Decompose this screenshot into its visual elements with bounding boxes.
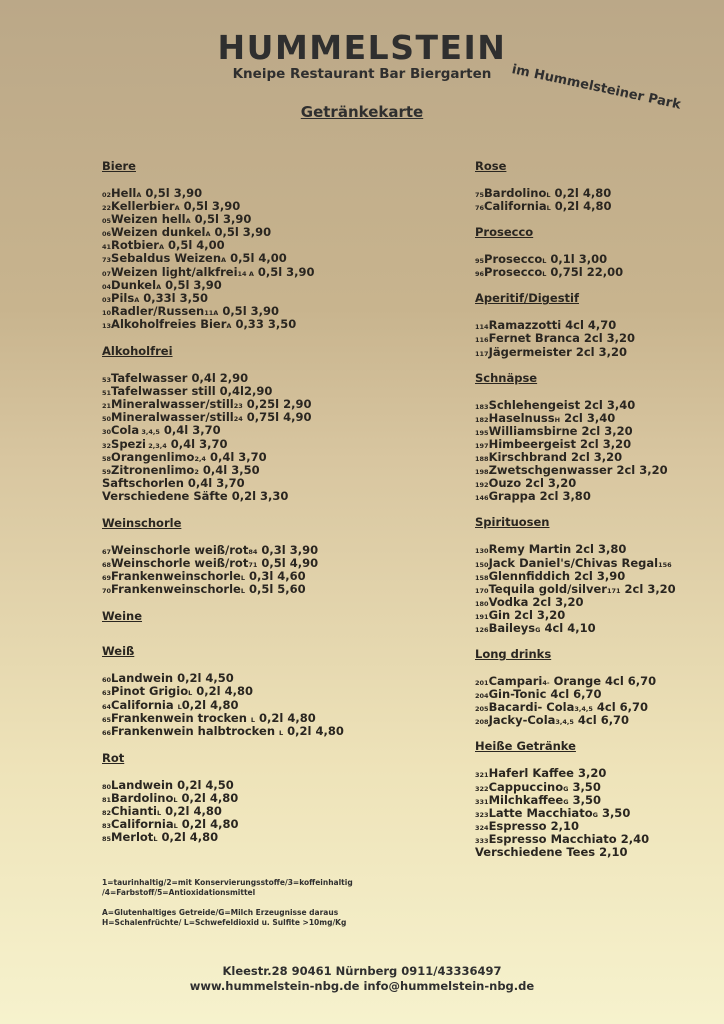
item-name: Jägermeister 2cl 3,20: [488, 344, 627, 359]
item-note: G: [535, 625, 541, 634]
item-price: 0,2l 4,80: [255, 710, 316, 725]
item-number: 195: [475, 428, 489, 437]
item-price: 0,5l 3,90: [253, 264, 315, 279]
item-name: Gin 2cl 3,20: [488, 607, 566, 622]
item-number: 41: [102, 243, 112, 252]
item-number: 208: [475, 718, 489, 727]
brand-title: HUMMELSTEIN: [217, 28, 507, 67]
item-number: 83: [102, 822, 112, 831]
item-number: 67: [102, 547, 112, 556]
item-price: 0,25l 2,90: [242, 397, 312, 412]
item-name: Baileys: [488, 620, 536, 635]
item-price: 0,3l 3,90: [257, 542, 319, 557]
item-number: 82: [102, 809, 112, 817]
menu-item: [102, 831, 462, 844]
menu-item: [475, 846, 720, 859]
item-name: Kirschbrand 2cl 3,20: [488, 450, 623, 465]
item-price: 0,5l 3,90: [190, 212, 252, 227]
footer-web: www.hummelstein-nbg.de info@hummelstein-nbg.de: [189, 979, 535, 993]
item-name: Jacky-Cola: [488, 713, 556, 728]
item-name: Weizen light/alkfrei: [111, 264, 238, 279]
menu-item: [102, 424, 462, 437]
item-price: 0,3l 4,60: [244, 569, 306, 584]
section-heading: Prosecco: [475, 225, 534, 240]
item-number: 323: [475, 810, 489, 819]
item-note: L: [546, 191, 551, 199]
item-note: 84: [248, 547, 258, 556]
item-number: 183: [475, 402, 489, 411]
section-heading: Aperitif/Digestif: [475, 291, 579, 306]
item-price: 0,33l 3,50: [139, 290, 208, 305]
menu-item: [475, 266, 720, 279]
section-heading: Heiße Getränke: [475, 739, 576, 754]
item-number: 50: [102, 415, 112, 424]
item-name: Fernet Branca 2cl 3,20: [488, 331, 636, 346]
item-name: Pils: [111, 290, 135, 305]
menu-item: [102, 490, 462, 503]
item-number: 192: [475, 481, 489, 490]
item-name: Sebaldus Weizen: [111, 251, 222, 266]
item-price: 0,5l 3,90: [141, 186, 203, 200]
allergen-legend: [102, 878, 353, 928]
item-note: L: [173, 822, 178, 831]
item-number: 201: [475, 679, 489, 688]
item-note: L: [240, 574, 245, 583]
item-note: 23: [233, 402, 243, 411]
item-price: 4cl 6,70: [592, 700, 649, 715]
item-name: Gin-Tonic 4cl 6,70: [488, 687, 602, 702]
item-number: 64: [102, 702, 112, 711]
item-number: 126: [475, 625, 489, 634]
item-price: 0,4l 3,70: [205, 449, 267, 464]
item-name: Espresso Macchiato 2,40: [488, 831, 650, 846]
item-name: Tafelwasser still 0,4l2,90: [111, 384, 273, 399]
item-name: Cappuccino: [488, 779, 564, 794]
menu-item: [475, 714, 720, 727]
item-price: 0,75l 22,00: [546, 265, 624, 280]
item-name: California: [111, 697, 178, 712]
section-heading: Biere: [102, 159, 136, 173]
item-name: Himbeergeist 2cl 3,20: [488, 436, 632, 451]
item-price: 3,50: [568, 792, 601, 807]
park-label: im Hummelsteiner Park: [510, 62, 683, 113]
item-name: Cola: [111, 423, 140, 438]
item-number: 05: [102, 217, 112, 226]
item-number: 116: [475, 336, 489, 345]
section-heading: Long drinks: [475, 647, 552, 662]
item-note: 2,4: [194, 454, 206, 463]
item-name: Weizen dunkel: [111, 225, 206, 240]
item-number: 68: [102, 561, 112, 570]
item-name: Haferl Kaffee 3,20: [488, 766, 607, 781]
item-name: Rotbier: [111, 238, 159, 253]
item-note: G: [592, 810, 598, 819]
item-name: California: [484, 199, 547, 214]
item-price: 0,5l 4,90: [257, 556, 319, 571]
item-name: Alkoholfreies Bier: [111, 316, 227, 331]
item-number: 76: [475, 204, 485, 213]
item-number: 02: [102, 191, 112, 199]
item-note: 71: [248, 561, 258, 570]
item-note: L: [153, 835, 158, 844]
item-price: 3,50: [597, 805, 631, 820]
item-price: 0,2l 4,80: [177, 817, 239, 832]
item-name: Prosecco: [484, 265, 543, 280]
item-number: 180: [475, 599, 489, 608]
item-note: L: [542, 270, 547, 279]
item-name: Dunkel: [111, 277, 157, 292]
item-name: Remy Martin 2cl 3,80: [488, 542, 627, 557]
item-number: 85: [102, 835, 112, 844]
item-price: 4cl 6,70: [573, 713, 630, 728]
item-price: 4cl 4,10: [540, 620, 596, 635]
item-name: Frankenweinschorle: [111, 569, 241, 584]
section-heading: Weiß: [102, 644, 135, 659]
item-number: 65: [102, 715, 112, 724]
item-number: 197: [475, 441, 489, 450]
item-name: Spezi: [111, 436, 146, 451]
item-name: Radler/Russen: [111, 303, 205, 318]
item-number: 60: [102, 676, 112, 685]
item-note: A: [185, 217, 191, 226]
item-name: Zitronenlimo: [111, 462, 195, 477]
item-price: 0,4l 3,70: [159, 423, 221, 438]
item-number: 204: [475, 692, 489, 701]
item-number: 96: [475, 270, 485, 279]
item-name: Latte Macchiato: [488, 805, 593, 820]
item-note: A: [174, 204, 180, 213]
item-number: 06: [102, 230, 112, 239]
item-note: G: [563, 797, 569, 806]
item-number: 150: [475, 560, 489, 569]
item-number: 75: [475, 191, 485, 199]
item-number: 198: [475, 468, 489, 477]
item-price: 0,2l 4,80: [161, 804, 222, 818]
item-name: Ouzo 2cl 3,20: [488, 476, 577, 491]
item-name: Frankenwein halbtrocken: [111, 723, 280, 738]
menu-item: [102, 583, 462, 596]
menu-item: [102, 318, 462, 331]
menu-title: Getränkekarte: [300, 103, 424, 121]
section-heading: Spirituosen: [475, 515, 550, 530]
item-name: Verschiedene Säfte 0,2l 3,30: [102, 488, 289, 503]
item-price: 0,5l 4,00: [163, 238, 225, 253]
item-name: Merlot: [111, 830, 154, 845]
item-number: 32: [102, 441, 112, 450]
item-name: Bardolino: [111, 790, 174, 805]
item-note: 171: [606, 586, 621, 595]
item-name: Tequila gold/silver: [488, 581, 607, 596]
section-heading: Weine: [102, 609, 143, 624]
item-number: 182: [475, 415, 489, 424]
item-name: Weizen hell: [111, 212, 186, 227]
item-number: 53: [102, 376, 112, 385]
item-note: A: [158, 243, 164, 252]
item-number: 70: [102, 587, 112, 596]
item-note: A: [136, 191, 142, 199]
item-name: Vodka 2cl 3,20: [488, 594, 584, 609]
item-note: L: [542, 257, 547, 266]
item-note: 14 A: [237, 269, 254, 278]
section-heading: Rot: [102, 750, 125, 765]
item-price: 0,33 3,50: [231, 316, 297, 331]
item-note: 11A: [204, 308, 219, 317]
item-note: 156: [658, 560, 672, 569]
item-name: Frankenweinschorle: [111, 582, 241, 597]
item-name: Zwetschgenwasser 2cl 3,20: [488, 463, 668, 478]
item-name: California: [111, 817, 174, 832]
item-name: Prosecco: [484, 252, 543, 267]
item-price: 0,5l 3,90: [161, 277, 222, 292]
item-price: Orange 4cl 6,70: [549, 674, 657, 689]
item-number: 03: [102, 295, 112, 304]
item-number: 51: [102, 389, 112, 398]
item-name: Pinot Grigio: [111, 684, 189, 699]
item-price: 2cl 3,20: [620, 581, 676, 596]
item-name: Haselnuss: [488, 410, 555, 425]
item-number: 322: [475, 784, 489, 793]
item-note: 2,3,4: [146, 441, 167, 450]
item-price: 0,2l 4,80: [181, 697, 239, 712]
item-name: Jack Daniel's/Chivas Regal: [488, 555, 659, 570]
item-price: 0,75l 4,90: [242, 410, 312, 425]
item-name: Mineralwasser/still: [111, 410, 234, 425]
item-note: 3,4,5: [139, 428, 160, 437]
item-name: Landwein 0,2l 4,50: [111, 671, 234, 686]
item-price: 0,2l 4,80: [550, 199, 612, 214]
item-number: 114: [475, 323, 489, 332]
item-name: Espresso 2,10: [488, 818, 579, 833]
item-note: 4-: [542, 679, 550, 688]
item-number: 59: [102, 467, 112, 476]
item-name: Orangenlimo: [111, 449, 195, 464]
item-price: 0,1l 3,00: [546, 252, 608, 267]
menu-item: [102, 818, 462, 831]
item-number: 333: [475, 836, 489, 845]
section-heading: Rose: [475, 159, 507, 173]
item-price: 0,5l 3,90: [210, 225, 272, 240]
item-price: 0,2l 4,80: [550, 186, 612, 200]
menu-item: [102, 411, 462, 424]
item-name: Saftschorlen 0,4l 3,70: [102, 475, 245, 490]
item-name: Frankenwein trocken: [111, 710, 251, 725]
item-name: Bardolino: [484, 186, 547, 200]
item-price: 0,5l 3,90: [218, 303, 280, 318]
item-note: L: [177, 702, 182, 711]
item-price: 0,5l 3,90: [179, 199, 241, 214]
item-note: L: [157, 809, 162, 817]
item-number: 73: [102, 256, 112, 265]
item-number: 04: [102, 282, 112, 291]
item-name: Campari: [488, 674, 543, 689]
item-note: A: [134, 295, 140, 304]
item-price: 0,2l 4,80: [157, 830, 219, 845]
item-number: 191: [475, 612, 489, 621]
item-name: Weinschorle weiß/rot: [111, 556, 249, 571]
item-name: Landwein 0,2l 4,50: [111, 777, 234, 792]
item-name: Verschiedene Tees 2,10: [475, 845, 628, 859]
item-number: 07: [102, 269, 112, 278]
item-number: 10: [102, 308, 112, 317]
item-note: A: [156, 282, 162, 291]
item-number: 117: [475, 349, 489, 358]
item-number: 58: [102, 454, 112, 463]
item-number: 81: [102, 795, 112, 804]
item-price: 0,4l 3,50: [198, 462, 260, 477]
section-heading: Weinschorle: [102, 515, 182, 530]
legend-line: H=Schalenfrüchte/ L=Schwefeldioxid u. Sulfite >10mg/Kg: [102, 918, 347, 927]
item-note: A: [221, 256, 227, 265]
item-name: Milchkaffee: [488, 792, 564, 807]
menu-item: [475, 346, 720, 359]
item-price: 0,5l 5,60: [244, 582, 306, 597]
item-number: 21: [102, 402, 112, 411]
menu-item: [475, 200, 720, 213]
menu-column-right: [475, 160, 720, 859]
menu-item: [475, 490, 720, 503]
footer-address: Kleestr.28 90461 Nürnberg 0911/43336497: [222, 964, 502, 978]
item-note: 3,4,5: [555, 718, 574, 727]
legend-line: A=Glutenhaltiges Getreide/G=Milch Erzeugnisse daraus: [102, 908, 339, 917]
menu-item: [102, 725, 462, 738]
item-price: 0,2l 4,80: [283, 723, 344, 738]
item-number: 13: [102, 321, 112, 330]
item-note: L: [173, 795, 178, 804]
menu-column-left: [102, 160, 462, 844]
item-price: 3,50: [568, 779, 601, 794]
item-number: 170: [475, 586, 489, 595]
legend-line: /4=Farbstoff/5=Antioxidationsmittel: [102, 888, 256, 897]
item-note: H: [554, 415, 561, 424]
section-heading: Alkoholfrei: [102, 344, 173, 359]
item-note: 2: [194, 467, 199, 476]
legend-line: 1=taurinhaltig/2=mit Konservierungsstoffe/3=koffeinhaltig: [102, 878, 353, 887]
item-number: 331: [475, 797, 489, 806]
item-price: 0,4l 3,70: [166, 436, 228, 451]
item-number: 95: [475, 257, 485, 266]
item-note: G: [563, 784, 569, 793]
item-name: Weinschorle weiß/rot: [111, 542, 249, 557]
item-name: Williamsbirne 2cl 3,20: [488, 423, 633, 438]
item-name: Glennfiddich 2cl 3,90: [488, 568, 626, 583]
item-note: A: [226, 321, 232, 330]
brand-tagline: Kneipe Restaurant Bar Biergarten: [232, 66, 492, 82]
item-note: L: [240, 587, 245, 596]
item-name: Tafelwasser 0,4l 2,90: [111, 371, 249, 386]
item-number: 146: [475, 494, 489, 503]
item-name: Hell: [111, 186, 137, 200]
item-number: 69: [102, 574, 112, 583]
item-price: 0,2l 4,80: [177, 790, 239, 805]
item-note: L: [279, 728, 284, 737]
item-price: 0,5l 4,00: [226, 251, 287, 266]
item-number: 66: [102, 728, 112, 737]
item-number: 158: [475, 573, 489, 582]
footer: [0, 964, 724, 994]
item-price: 2cl 3,40: [560, 410, 616, 425]
item-name: Ramazzotti 4cl 4,70: [488, 318, 617, 333]
item-note: L: [546, 204, 551, 213]
item-note: 3,4,5: [574, 705, 593, 714]
item-note: L: [250, 715, 256, 724]
item-price: 0,2l 4,80: [192, 684, 253, 699]
item-name: Mineralwasser/still: [111, 397, 234, 412]
menu-item: [475, 622, 720, 635]
item-name: Grappa 2cl 3,80: [488, 489, 591, 504]
item-number: 324: [475, 823, 489, 832]
item-number: 30: [102, 428, 112, 437]
item-name: Bacardi- Cola: [488, 700, 575, 715]
item-number: 205: [475, 705, 489, 714]
item-name: Chianti: [111, 804, 158, 818]
item-name: Kellerbier: [111, 199, 175, 214]
legend-line: [102, 898, 353, 908]
item-number: 321: [475, 771, 489, 780]
item-number: 63: [102, 689, 112, 698]
item-note: L: [188, 689, 193, 698]
item-number: 130: [475, 547, 489, 556]
item-number: 188: [475, 455, 489, 464]
item-name: Schlehengeist 2cl 3,40: [488, 397, 636, 412]
section-heading: Schnäpse: [475, 370, 538, 385]
item-note: A: [205, 230, 211, 239]
item-number: 22: [102, 204, 112, 213]
item-number: 80: [102, 782, 112, 791]
item-note: 24: [233, 415, 243, 424]
